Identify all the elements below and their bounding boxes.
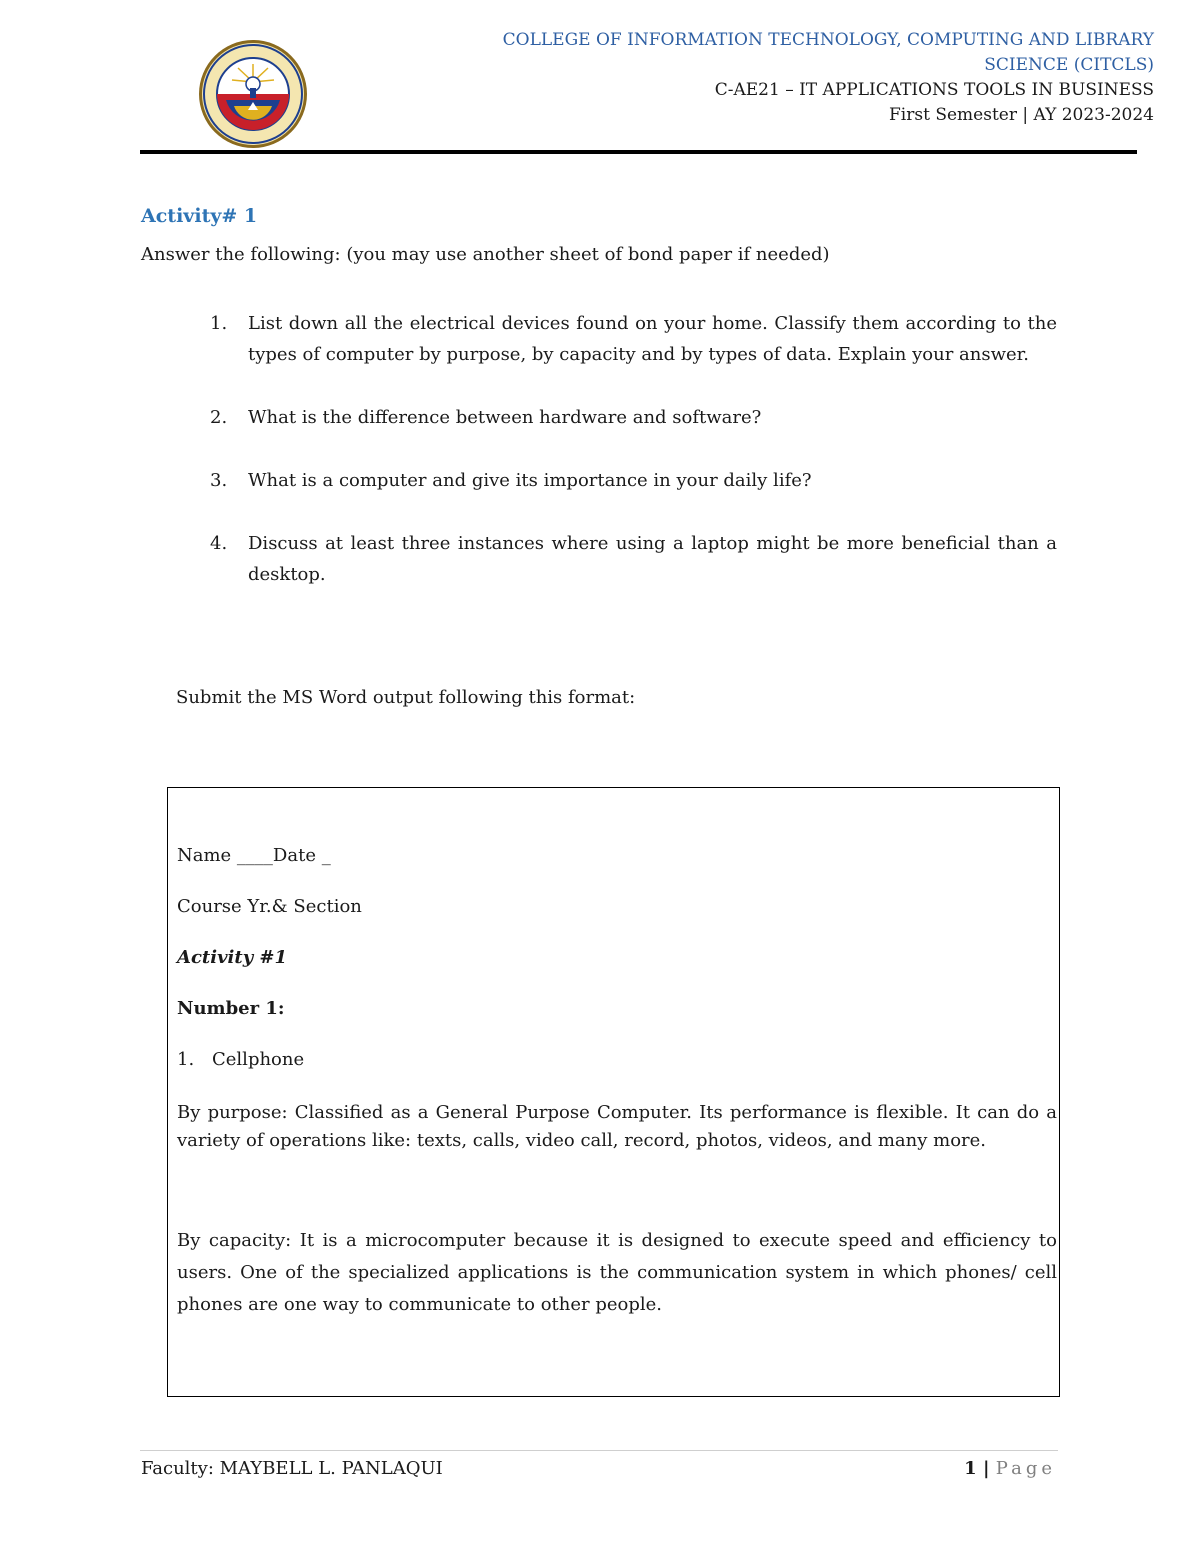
question-number: 3. [210,470,228,491]
faculty-name: Faculty: MAYBELL L. PANLAQUI [141,1458,443,1479]
question-item [210,308,1057,370]
question-item [210,465,1057,496]
question-number: 2. [210,407,228,428]
item-text: Cellphone [212,1049,305,1070]
question-text: What is a computer and give its importance in your daily life? [248,470,812,491]
number-label: Number 1: [177,998,285,1019]
capacity-paragraph: By capacity: It is a microcomputer because it is designed to execute speed and efficiency to users. One of the specialized applications is the communication system in which phones/ cell phones are one way to communicate to other people. [177,1230,1057,1315]
question-text: What is the difference between hardware and software? [248,407,762,428]
instruction-text: Answer the following: (you may use another sheet of bond paper if needed) [141,244,830,265]
question-item [210,402,1057,433]
question-text: List down all the electrical devices found on your home. Classify them according to the types of computer by purpose, by capacity and by types of data. Explain your answer. [248,313,1057,365]
activity-label: Activity #1 [177,947,288,968]
header-divider [140,150,1137,154]
format-example-content [177,844,1057,1321]
question-number: 1. [210,313,228,334]
format-example-box [167,787,1060,1397]
college-name-line2: SCIENCE (CITCLS) [984,55,1154,75]
submit-instruction: Submit the MS Word output following this format: [176,687,636,708]
question-number: 4. [210,533,228,554]
course-title: C-AE21 – IT APPLICATIONS TOOLS IN BUSINESS [714,80,1154,100]
document-header [503,28,1154,128]
question-item [210,528,1057,590]
page-number-value: 1 [964,1458,977,1479]
activity-title: Activity# 1 [141,205,258,227]
course-section-line: Course Yr.& Section [177,896,362,917]
semester-label: First Semester | AY 2023-2024 [889,105,1154,125]
list-item [177,1048,1057,1072]
item-number: 1. [177,1049,195,1070]
page-separator: | [976,1458,996,1479]
page-word: Page [995,1458,1056,1479]
purpose-paragraph: By purpose: Classified as a General Purpose Computer. Its performance is flexible. It can do a variety of operations like: texts, calls, video call, record, photos, videos, and many more. [177,1102,1057,1151]
college-name-line1: COLLEGE OF INFORMATION TECHNOLOGY, COMPUTING AND LIBRARY [502,30,1154,50]
name-date-line: Name ____Date _ [177,845,331,866]
footer-divider [140,1450,1058,1451]
question-text: Discuss at least three instances where using a laptop might be more beneficial than a desktop. [248,533,1057,585]
question-list [210,308,1057,622]
university-seal-logo [196,38,310,150]
page-number [964,1458,1056,1479]
